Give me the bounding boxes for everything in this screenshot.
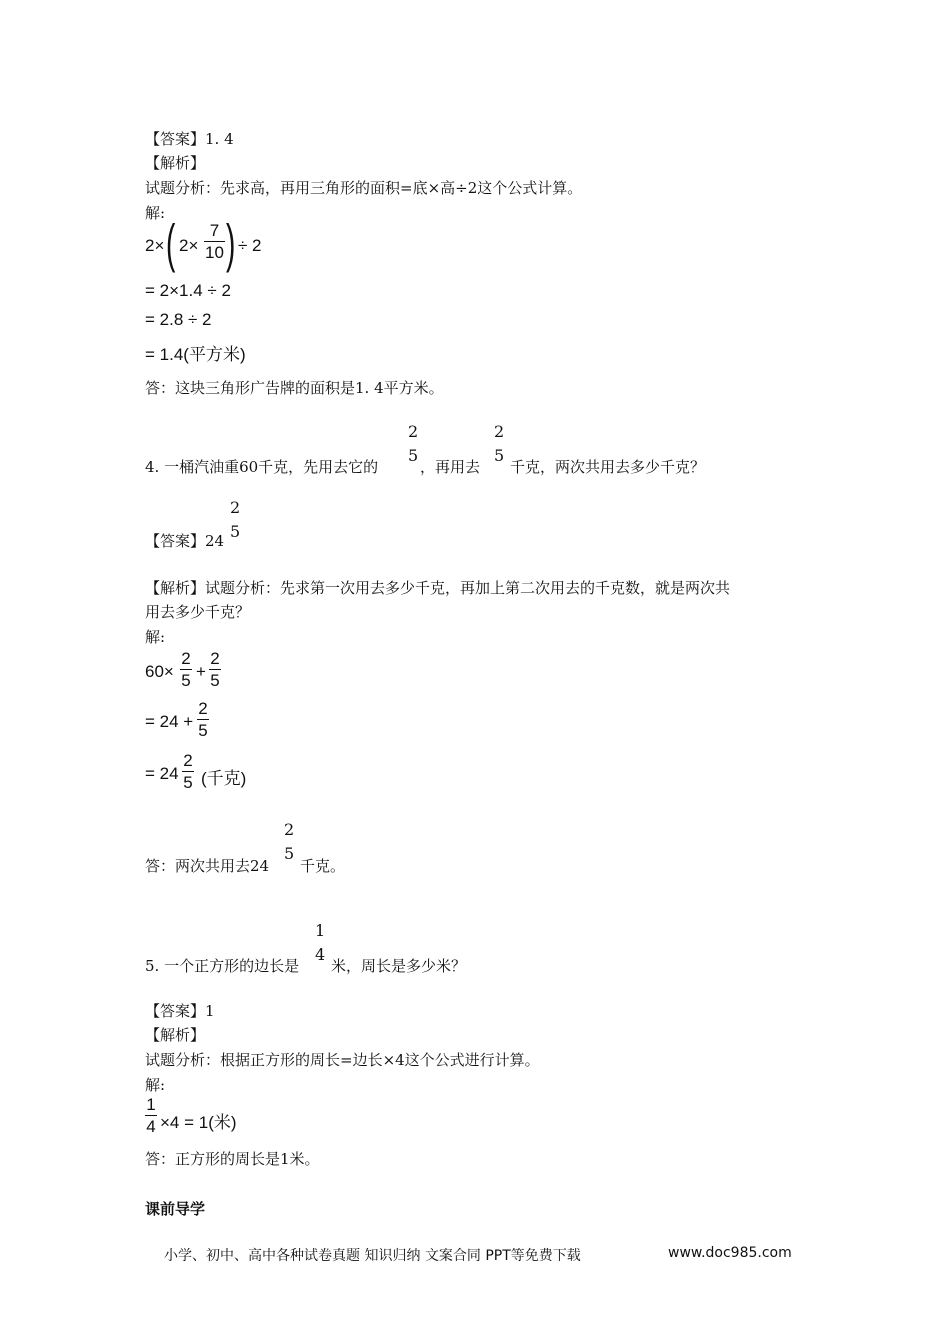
fraction-bar (204, 241, 225, 242)
q5-question-fraction (314, 923, 326, 963)
left-paren: ( (166, 214, 176, 274)
q3-step-2: = 2.8 ÷ 2 (145, 310, 212, 329)
q5-question-part-a: 5. 一个正方形的边长是 (145, 957, 300, 975)
q5-final-answer: 答：正方形的周长是1米。 (145, 1150, 320, 1168)
fraction-bar (197, 719, 209, 720)
numerator: 2 (230, 498, 241, 517)
denominator: 10 (205, 243, 224, 262)
section-heading: 课前导学 (145, 1201, 206, 1218)
q3-analysis-text: 试题分析：先求高，再用三角形的面积=底×高÷2这个公式计算。 (145, 179, 583, 197)
q5-analysis-text: 试题分析：根据正方形的周长=边长×4这个公式进行计算。 (145, 1051, 540, 1069)
q4-e1-plus: + (196, 662, 206, 681)
q4-e2-fraction (197, 700, 209, 739)
numerator: 2 (181, 649, 191, 668)
q5-question-part-b: 米，周长是多少米？ (331, 957, 467, 975)
q4-question-part-c: 千克，两次共用去多少千克？ (510, 458, 706, 476)
numerator: 2 (183, 751, 193, 770)
q4-final-part-a: 答：两次共用去24 (145, 857, 270, 875)
q4-e3-fraction (182, 752, 194, 791)
q4-question-part-b: ，再用去 (420, 458, 481, 476)
q4-solve-label: 解: (145, 628, 166, 646)
q4-e1-part-a: 60× (145, 662, 174, 681)
q3-step-1: = 2×1.4 ÷ 2 (145, 281, 231, 300)
q5-expr-rest: ×4 = 1(米) (160, 1113, 237, 1132)
q4-final-fraction (283, 822, 295, 862)
q4-question-fraction-1 (407, 424, 419, 464)
q5-answer: 【答案】1 (145, 1002, 215, 1020)
q5-expr-fraction (145, 1096, 157, 1135)
right-paren: ) (226, 214, 236, 274)
q3-analysis-heading: 【解析】 (145, 154, 206, 172)
denominator: 5 (284, 844, 295, 863)
q4-answer-fraction (229, 500, 241, 540)
q4-analysis-line-2: 用去多少千克？ (145, 603, 251, 621)
q4-e2-part-a: = 24 + (145, 712, 194, 731)
q3-expr-part-b: 2× (179, 236, 199, 255)
q3-solve-label: 解: (145, 204, 166, 222)
q4-e3-part-a: = 24 (145, 764, 179, 783)
denominator: 5 (210, 671, 220, 690)
numerator: 2 (408, 422, 419, 441)
q4-question-fraction-2 (493, 424, 505, 464)
q4-question-part-a: 4. 一桶汽油重60千克，先用去它的 (145, 458, 379, 476)
denominator: 5 (183, 773, 193, 792)
q3-final-answer: 答：这块三角形广告牌的面积是1. 4平方米。 (145, 379, 444, 397)
q4-analysis-line-1: 【解析】试题分析：先求第一次用去多少千克，再加上第二次用去的千克数，就是两次共 (145, 579, 731, 597)
fraction-bar (180, 669, 192, 670)
numerator: 2 (210, 649, 220, 668)
q4-e1-fraction-1 (180, 650, 192, 689)
fraction-bar (145, 1115, 157, 1116)
denominator: 5 (230, 522, 241, 541)
footer-text: 小学、初中、高中各种试卷真题 知识归纳 文案合同 PPT等免费下载 (164, 1248, 581, 1264)
denominator: 5 (198, 721, 208, 740)
q3-expr-part-a: 2× (145, 236, 165, 255)
numerator: 7 (209, 221, 220, 240)
q4-e3-unit: (千克) (201, 769, 247, 788)
denominator: 4 (315, 945, 326, 964)
numerator: 2 (284, 820, 295, 839)
q3-fraction (204, 222, 225, 261)
numerator: 2 (494, 422, 505, 441)
q3-answer: 【答案】1. 4 (145, 130, 234, 148)
q5-solve-label: 解: (145, 1076, 166, 1094)
denominator: 5 (408, 446, 419, 465)
numerator: 2 (198, 699, 208, 718)
numerator: 1 (315, 921, 326, 940)
fraction-bar (182, 771, 194, 772)
q5-analysis-heading: 【解析】 (145, 1026, 206, 1044)
fraction-bar (209, 669, 221, 670)
denominator: 5 (181, 671, 191, 690)
q4-answer-label: 【答案】24 (145, 532, 225, 550)
q4-final-part-b: 千克。 (300, 857, 346, 875)
denominator: 4 (146, 1117, 156, 1136)
denominator: 5 (494, 446, 505, 465)
numerator: 1 (146, 1095, 156, 1114)
q3-expr-part-c: ÷ 2 (238, 236, 262, 255)
q4-e1-fraction-2 (209, 650, 221, 689)
footer-url[interactable]: www.doc985.com (668, 1245, 792, 1261)
q3-step-3: = 1.4(平方米) (145, 345, 246, 364)
